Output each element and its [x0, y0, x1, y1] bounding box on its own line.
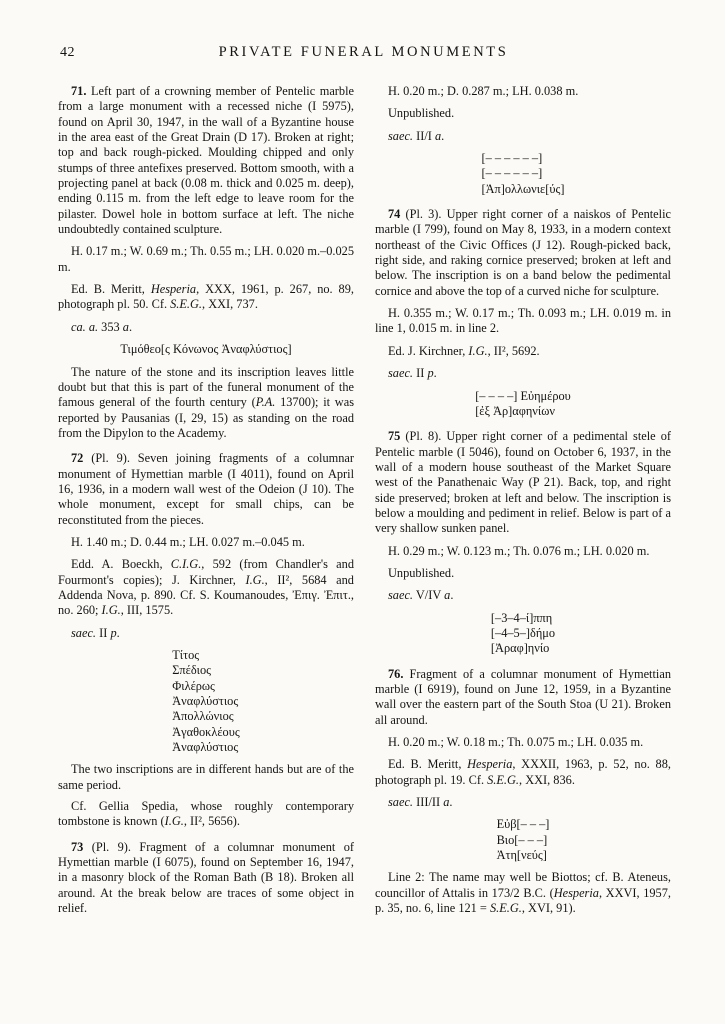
- inscription-line: Τιμόθεο[ς Κόνωνος Ἀναφλύστιος]: [120, 342, 292, 357]
- entry-76-dimensions: H. 0.20 m.; W. 0.18 m.; Th. 0.075 m.; LH. 0.035 m.: [388, 735, 644, 750]
- inscription-line: [ἐξ Ἀρ]αφηνίων: [475, 403, 555, 418]
- entry-74-dimensions: H. 0.355 m.; W. 0.17 m.; Th. 0.093 m.; LH. 0.019 m. in line 1, 0.015 m. in line 2.: [375, 306, 671, 336]
- entry-74-date: saec. II p.: [388, 366, 437, 381]
- entry-76-date: saec. III/II a.: [388, 795, 453, 810]
- inscription-line: Ἀναφλύστιος: [172, 694, 239, 709]
- entry-72-commentary: The two inscriptions are in different hands but are of the same period.: [58, 762, 354, 792]
- entry-73-description: 73 (Pl. 9). Fragment of a columnar monument of Hymettian marble (I 6075), found on September 16, 1947, in a masonry block of the Roman Bath (B 18). Broken all around. At the break below are traces of some object in relief.: [58, 839, 354, 916]
- inscription-line: [– – – – – –]: [481, 151, 543, 166]
- entry-73-inscription: [375, 151, 671, 197]
- entry-76-bibliography: Ed. B. Meritt, Hesperia, XXXII, 1963, p. 52, no. 88, photograph pl. 19. Cf. S.E.G., XXI, 836.: [375, 757, 671, 787]
- inscription-line: Ἀναφλύστιος: [172, 740, 239, 755]
- entry-72-description: 72 (Pl. 9). Seven joining fragments of a columnar monument of Hymettian marble (I 4011), found on April 16, 1936, in a modern wall west of the Odeion (J 10). The whole monument, except for small chips, can be reconstituted from the pieces.: [58, 451, 354, 527]
- inscription-line: [– – – – – –]: [481, 166, 543, 181]
- inscription-line: Ἀπολλώνιος: [172, 709, 234, 724]
- running-head: [58, 44, 669, 64]
- inscription-line: [–4–5–]δήμο: [490, 625, 556, 640]
- entry-75-dimensions: H. 0.29 m.; W. 0.123 m.; Th. 0.076 m.; LH. 0.020 m.: [388, 543, 650, 558]
- inscription-line: Βιο[– – –]: [496, 832, 548, 847]
- inscription-line: [Ἀραφ]ηνίο: [490, 641, 550, 656]
- inscription-line: Τίτος: [172, 648, 200, 662]
- entry-71-commentary: The nature of the stone and its inscription leaves little doubt but that this is part of the funeral monument of the famous general of the fourth century (P.A. 13700); it was reported by Pausanias (I, 29, 15) as standing on the road from the Dipylon to the Academy.: [58, 364, 354, 440]
- left-column: [58, 84, 354, 917]
- inscription-line: Σπέδιος: [172, 663, 212, 678]
- inscription-line: Ἀγαθοκλέους: [172, 724, 240, 739]
- entry-74-description: 74 (Pl. 3). Upper right corner of a naiskos of Pentelic marble (I 799), found on May 8, 1933, in a modern context northeast of the Civic Offices (J 12). Rough-picked back, right side, and raking cornice preserved; broken at left and below. The inscription is on a band below the pedimental cornice and above the top of a curved niche for sculpture.: [375, 207, 671, 298]
- entry-73-dimensions: H. 0.20 m.; D. 0.287 m.; LH. 0.038 m.: [388, 84, 579, 98]
- inscription-line: [–3–4–ί]ππη: [490, 610, 553, 625]
- inscription-line: [– – – –] Εὐημέρου: [475, 388, 571, 403]
- entry-71-description: 71. Left part of a crowning member of Pentelic marble from a large monument with a recessed niche (I 5975), found on April 30, 1947, in the wall of a Byzantine house in the area east of the Great Drain (D 17). Broken at right; top and back rough-picked. Moulding chipped and only stumps of three antefixes preserved. Bottom smooth, with a projecting panel at back (0.08 m. thick and 0.025 m. deep), ending 0.115 m. from the left edge to leave room for the pilaster. Dowel hole in bottom surface at left. The niche undoubtedly contained sculpture.: [58, 84, 354, 237]
- inscription-line: Ἀτη[νεύς]: [496, 848, 547, 863]
- entry-76-description: 76. Fragment of a columnar monument of Hymettian marble (I 6919), found on June 12, 1959, in a Byzantine wall over the eastern part of the South Stoa (U 21). Broken all around.: [375, 666, 671, 727]
- entry-72-dimensions: H. 1.40 m.; D. 0.44 m.; LH. 0.027 m.–0.045 m.: [71, 534, 305, 549]
- entry-72-date: saec. II p.: [71, 625, 120, 640]
- inscription-line: [Ἀπ]ολλωνιε[ύς]: [481, 181, 565, 196]
- page-title: PRIVATE FUNERAL MONUMENTS: [218, 44, 509, 60]
- entry-73-publication: Unpublished.: [388, 106, 455, 121]
- inscription-line: Φιλέρως: [172, 678, 215, 693]
- two-column-text: [58, 84, 671, 917]
- entry-72-inscription: [58, 648, 354, 755]
- entry-72-bibliography: Edd. A. Boeckh, C.I.G., 592 (from Chandler's and Fourmont's copies); J. Kirchner, I.G., II², 5684 and Addenda Nova, p. 890. Cf. S. Koumanoudes, Ἐπιγ. Ἐπιτ., no. 260; I.G., III, 1575.: [58, 557, 354, 618]
- entry-74-bibliography: Ed. J. Kirchner, I.G., II², 5692.: [388, 343, 540, 358]
- page-number: 42: [60, 45, 75, 60]
- entry-71-inscription: [58, 342, 354, 357]
- entry-72-commentary-2: Cf. Gellia Spedia, whose roughly contemporary tombstone is known (I.G., II², 5656).: [58, 799, 354, 829]
- entry-75-description: 75 (Pl. 8). Upper right corner of a pedimental stele of Pentelic marble (I 5046), found on October 6, 1937, in the wall of a modern house southeast of the Market Square west of the Panathenaic Way (P 21). Back, top, and right side preserved; broken at left and below. The inscription is below a moulding and pediment in relief. Below is part of a very shallow sunken panel.: [375, 429, 671, 536]
- entry-76-inscription: [375, 817, 671, 863]
- entry-75-date: saec. V/IV a.: [388, 588, 454, 603]
- entry-74-inscription: [375, 389, 671, 420]
- inscription-line: Εὐβ[– – –]: [496, 817, 550, 832]
- right-column: [375, 84, 671, 917]
- entry-73-date: saec. II/I a.: [388, 128, 445, 143]
- entry-71-date: ca. a. 353 a.: [71, 319, 133, 334]
- entry-75-inscription: [375, 611, 671, 657]
- entry-75-publication: Unpublished.: [388, 565, 455, 580]
- entry-71-bibliography: Ed. B. Meritt, Hesperia, XXX, 1961, p. 267, no. 89, photograph pl. 50. Cf. S.E.G., XXI, 737.: [58, 282, 354, 312]
- entry-71-dimensions: H. 0.17 m.; W. 0.69 m.; Th. 0.55 m.; LH. 0.020 m.–0.025 m.: [58, 244, 355, 274]
- entry-76-note: Line 2: The name may well be Biottos; cf. B. Ateneus, councillor of Attalis in 173/2 B.C. (Hesperia, XXVI, 1957, p. 35, no. 6, line 121 = S.E.G., XVI, 91).: [375, 870, 671, 916]
